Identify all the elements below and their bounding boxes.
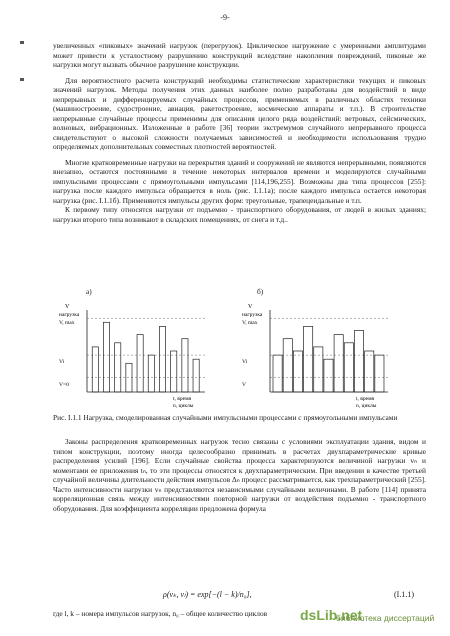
- impulse-bar: [137, 335, 143, 392]
- chart-a-ylabel-top: V: [65, 304, 70, 310]
- intro-paragraph: увеличенных «пиковых» значений нагрузок (перегрузок). Циклическое нагружение с умеренными амплитудами может привести к усталостному разрушению конструкций вследствие накопления повреждений, пиковые же нагрузки могут вызвать обычное разрушение конструкции.: [53, 41, 426, 69]
- impulse-bar: [314, 347, 323, 392]
- chart-a: [55, 298, 215, 413]
- text-block-bottom: [53, 437, 426, 513]
- figure-label-b: б): [257, 287, 264, 296]
- impulse-bar: [365, 351, 374, 392]
- watermark-logo: dsLib.net: [300, 607, 363, 623]
- paragraph-2: Для вероятностного расчета конструкций необходимы статистические характеристики текущих и пиковых значений нагрузок. Методы получения этих данных наиболее полно разработаны для воздействий в виде непрерывных и дифференцируемых случайных процессов, применяемых в различных областях техники (машиностроение, судостроение, авиация, ракетостроение, космические аппараты и т.п.). В строительстве непрерывные случайные процессы применимы для описания целого ряда воздействий: ветровых, сейсмических, волновых, вибрационных. Изложенные в работе [36] теории экстремумов случайного непрерывного процесса свидетельствуют о высокой сложности получаемых зависимостей и необходимости использования трудно определяемых дополнительных совместных плотностей вероятностей.: [53, 75, 426, 151]
- impulse-bar: [334, 335, 343, 392]
- page-mark-left: [20, 41, 24, 44]
- paragraph-3: Многие кратковременные нагрузки на перекрытия зданий и сооружений не являются непрерывными, появляются внезапно, остаются постоянными в течение некоторых интервалов времени и моделируются случайными импульсными процессами с прямоугольными импульсами [114,196,255]. Возможны два типа процессов [255]: нагрузка после каждого импульса обращается в ноль (рис. I.1.1а); после каждого импульса остается некоторая нагрузка (рис. I.1.1б). Применяются импульсы других форм: треугольные, трапецеидальные и т.п.: [53, 157, 426, 205]
- impulse-bar: [344, 343, 353, 392]
- footnote: где l, k – номера импульсов нагрузок, n₀ – общее количество циклов: [53, 609, 268, 618]
- impulse-bar: [273, 355, 282, 392]
- chart-a-ylabel: нагрузка: [59, 312, 80, 318]
- chart-a-xlabel-2: n, циклы: [173, 403, 194, 409]
- text-block-top: [53, 41, 426, 224]
- impulse-bar: [115, 343, 121, 392]
- chart-a-vmax-label: V, max: [59, 320, 75, 326]
- watermark-text: библиотека диссертаций: [336, 613, 435, 623]
- page-mark-left: [20, 78, 24, 81]
- watermark: [300, 605, 450, 633]
- impulse-bar: [354, 331, 363, 393]
- formula-number: (I.1.1): [394, 590, 414, 599]
- chart-b-ylabel: нагрузка: [242, 312, 263, 318]
- impulse-bar: [92, 347, 98, 392]
- chart-b-vmax-label: V, max: [242, 320, 258, 326]
- impulse-bar: [293, 351, 302, 392]
- figure-caption: Рис. I.1.1 Нагрузка, смоделированная случайными импульсными процессами с прямоугольными импульсами: [53, 413, 398, 422]
- chart-a-xlabel-1: t, время: [173, 396, 192, 402]
- impulse-bar: [182, 339, 188, 392]
- paragraph-4: К первому типу относятся нагрузки от подъемно - транспортного оборудования, от людей в жилых зданиях; нагрузки второго типа возникают в складских помещениях, от снега и т.д..: [53, 205, 426, 224]
- impulse-bar: [103, 322, 109, 392]
- chart-b-ylabel-top: V: [248, 304, 253, 310]
- chart-a-vi-label: Vi: [59, 359, 65, 365]
- figure-label-a: а): [86, 287, 92, 296]
- impulse-bar: [193, 359, 199, 392]
- impulse-bar: [159, 326, 165, 392]
- impulse-bar: [375, 355, 384, 392]
- chart-a-v0-label: V=0: [59, 382, 69, 388]
- chart-b-xlabel-2: n, циклы: [356, 403, 377, 409]
- impulse-bar: [283, 339, 292, 392]
- chart-b-v2-label: V: [242, 382, 246, 388]
- impulse-bar: [324, 359, 333, 392]
- chart-b-xlabel-1: t, время: [356, 396, 375, 402]
- page-number: -9-: [220, 13, 230, 22]
- paragraph-5: Законы распределения кратковременных нагрузок тесно связаны с условиями эксплуатации здания, видом и типом конструкции, поэтому иногда целесообразно принимать в расчетах двухпараметрические кривые распределения усилий [196]. Если случайные свойства процесса характеризуются величиной нагрузки vₙ и моментами ее приложения tₙ, то эти процессы относятся к двухпараметрическим. При введении в качестве третьей случайной величины длительности действия импульсов Δₙ процесс рассматривается, как трехпараметрический [255]. Часто интенсивности нагрузки vₙ представляются независимыми случайными величинами. В работе [114] принята корреляционная связь между интенсивностями повторной нагрузки от воздействия подъемно - транспортного оборудования. Для коэффициента корреляции предложена формула: [53, 437, 426, 513]
- impulse-bar: [148, 355, 154, 392]
- formula: ρ(vₖ, vₗ) = exp[−(l − k)/n₀],: [163, 590, 252, 599]
- impulse-bar: [304, 326, 313, 392]
- impulse-bar: [171, 351, 177, 392]
- chart-b: [228, 298, 398, 413]
- chart-b-vi-label: Vi: [242, 359, 248, 365]
- impulse-bar: [126, 363, 132, 392]
